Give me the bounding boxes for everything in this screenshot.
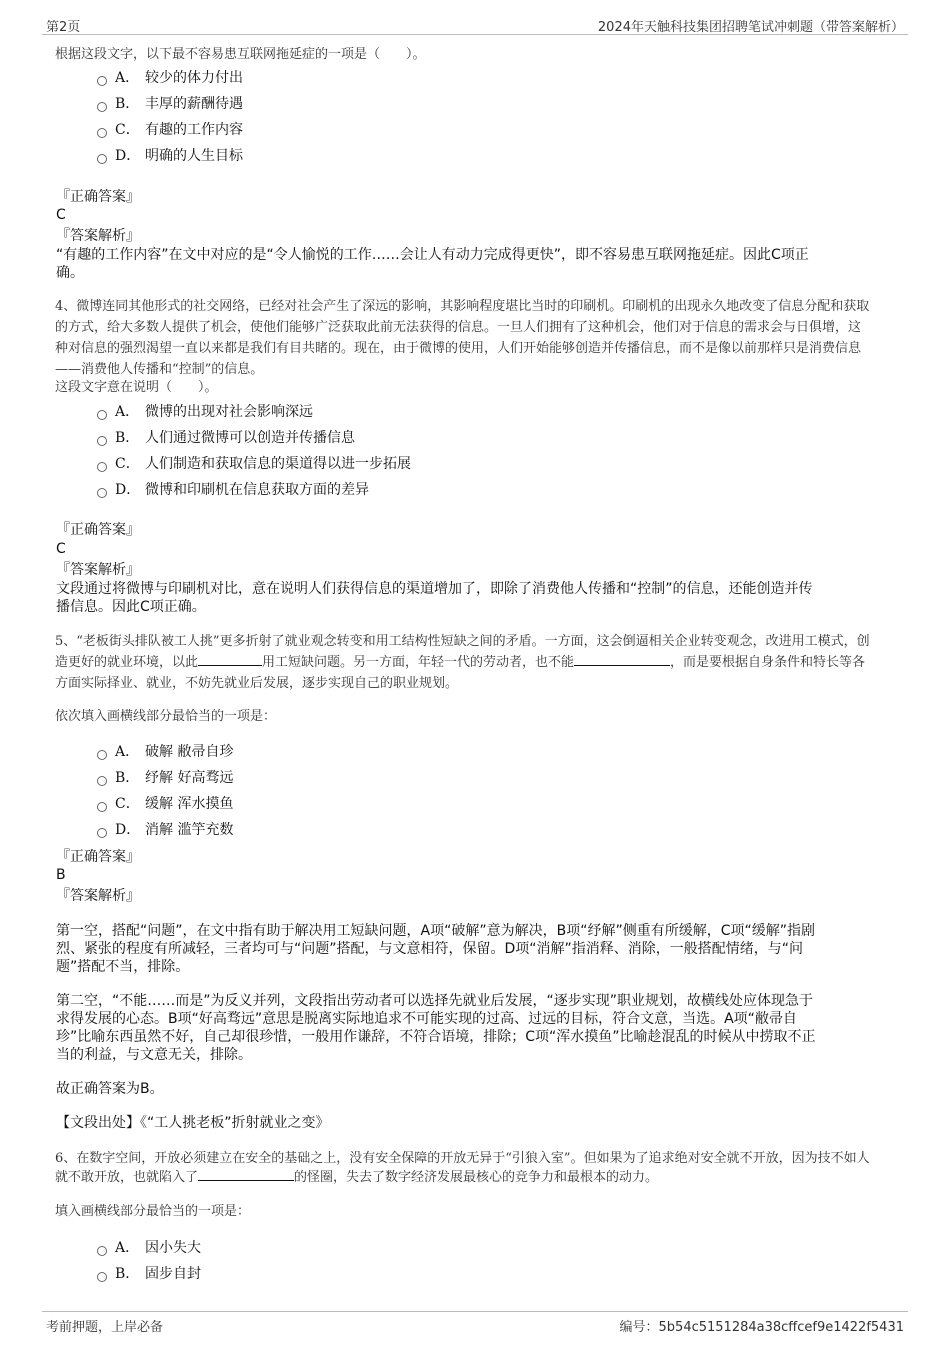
document-code: 编号：5b54c5151284a38cffcef9e1422f5431 xyxy=(619,1320,904,1335)
fill-blank xyxy=(198,1168,294,1181)
q5-option-b[interactable]: B． 纾解 好高骛远 xyxy=(97,767,233,787)
q4-stem-line: 4、微博连同其他形式的社交网络，已经对社会产生了深远的影响，其影响程度堪比当时的印刷机。印刷机的出现永久地改变了信息分配和获取 xyxy=(55,299,870,314)
q5-answer-label: 『正确答案』 xyxy=(56,849,140,865)
q5-option-a[interactable]: A． 破解 敝帚自珍 xyxy=(97,741,233,761)
footer-slogan: 考前押题，上岸必备 xyxy=(46,1320,164,1335)
q4-analysis-line: 播信息。因此C项正确。 xyxy=(56,599,206,615)
q5-analysis-line: 珍”比喻东西虽然不好，自己却很珍惜，一般用作谦辞，不符合语境，排除；C项“浑水摸鱼”比喻趁混乱的时候从中捞取不正 xyxy=(56,1029,816,1045)
radio-icon[interactable] xyxy=(97,462,107,472)
q6-option-b[interactable]: B． 固步自封 xyxy=(97,1263,201,1283)
q4-analysis-line: 文段通过将微博与印刷机对比，意在说明人们获得信息的渠道增加了，即除了消费他人传播和“控制”的信息，还能创造并传 xyxy=(56,581,813,597)
q5-analysis-line: 烈、紧张的程度有所减轻，三者均可与“问题”搭配，与文意相符，保留。D项“消解”指消释、消除，一般搭配情绪，与“问 xyxy=(56,941,804,957)
q5-stem-line: 方面实际择业、就业，不妨先就业后发展，逐步实现自己的职业规划。 xyxy=(55,676,459,691)
q4-option-b[interactable]: B． 人们通过微博可以创造并传播信息 xyxy=(97,427,355,447)
q5-option-c[interactable]: C． 缓解 浑水摸鱼 xyxy=(97,793,233,813)
q3-analysis-label: 『答案解析』 xyxy=(56,228,140,244)
q5-analysis-line: 第二空，“不能……而是”为反义并列，文段指出劳动者可以选择先就业后发展，“逐步实现”职业规划，故横线处应体现急于 xyxy=(56,993,814,1009)
q3-option-a[interactable]: A． 较少的体力付出 xyxy=(97,67,243,87)
page-header xyxy=(42,14,908,35)
q5-option-d[interactable]: D． 消解 滥竽充数 xyxy=(97,819,233,839)
q4-stem-line: 种对信息的强烈渴望一直以来都是我们有目共睹的。现在，由于微博的使用，人们开始能够创造并传播信息，而不是像以前那样只是消费信息 xyxy=(55,341,862,356)
q4-option-d[interactable]: D． 微博和印刷机在信息获取方面的差异 xyxy=(97,479,369,499)
q4-stem-line: 的方式，给大多数人提供了机会，使他们能够广泛获取此前无法获得的信息。一旦人们拥有了这种机会，他们对于信息的需求会与日俱增，这 xyxy=(55,320,862,335)
page-footer xyxy=(42,1311,908,1334)
q4-prompt: 这段文字意在说明（ ）。 xyxy=(55,380,218,395)
q5-prompt: 依次填入画横线部分最恰当的一项是： xyxy=(55,709,277,724)
radio-icon[interactable] xyxy=(97,776,107,786)
q5-analysis-line: 当的利益，与文意无关，排除。 xyxy=(56,1047,252,1063)
radio-icon[interactable] xyxy=(97,1272,107,1282)
fill-blank-2 xyxy=(574,653,670,666)
q6-stem-line-2: 就不敢开放，也就陷入了 的怪圈，失去了数字经济发展最核心的竞争力和最根本的动力。 xyxy=(55,1170,659,1185)
q5-analysis-line: 第一空，搭配“问题”，在文中指有助于解决用工短缺问题，A项“破解”意为解决，B项“纾解”侧重有所缓解，C项“缓解”指剧 xyxy=(56,923,815,939)
q4-answer: C xyxy=(56,541,66,557)
document-title: 2024年天触科技集团招聘笔试冲刺题（带答案解析） xyxy=(597,20,904,35)
q5-source: 【文段出处】《“工人挑老板”折射就业之变》 xyxy=(56,1115,330,1131)
q3-answer-label: 『正确答案』 xyxy=(56,189,140,205)
radio-icon[interactable] xyxy=(97,76,107,86)
q4-analysis-label: 『答案解析』 xyxy=(56,562,140,578)
q5-answer: B xyxy=(56,867,66,883)
radio-icon[interactable] xyxy=(97,488,107,498)
q5-analysis-label: 『答案解析』 xyxy=(56,888,140,904)
q3-option-b[interactable]: B． 丰厚的薪酬待遇 xyxy=(97,93,243,113)
q5-stem-line: 5、“老板街头排队被工人挑”更多折射了就业观念转变和用工结构性短缺之间的矛盾。一方面，这会倒逼相关企业转变观念，改进用工模式，创 xyxy=(55,634,870,649)
q3-answer: C xyxy=(56,207,66,223)
radio-icon[interactable] xyxy=(97,128,107,138)
q5-analysis-line: 求得发展的心态。B项“好高骛远”意思是脱离实际地追求不可能实现的过高、过远的目标，符合文意，当选。A项“敝帚自 xyxy=(56,1011,797,1027)
q6-option-a[interactable]: A． 因小失大 xyxy=(97,1237,201,1257)
radio-icon[interactable] xyxy=(97,410,107,420)
q5-conclusion: 故正确答案为B。 xyxy=(56,1081,164,1097)
q4-stem-line: ——消费他人传播和“控制”的信息。 xyxy=(55,362,264,377)
q3-option-c[interactable]: C． 有趣的工作内容 xyxy=(97,119,243,139)
q3-analysis-line: “有趣的工作内容”在文中对应的是“令人愉悦的工作……会让人有动力完成得更快”，即不容易患互联网拖延症。因此C项正 xyxy=(56,247,809,263)
radio-icon[interactable] xyxy=(97,802,107,812)
q4-answer-label: 『正确答案』 xyxy=(56,522,140,538)
q6-prompt: 填入画横线部分最恰当的一项是： xyxy=(55,1204,251,1219)
q4-option-c[interactable]: C． 人们制造和获取信息的渠道得以进一步拓展 xyxy=(97,453,411,473)
radio-icon[interactable] xyxy=(97,436,107,446)
q3-analysis-line: 确。 xyxy=(56,265,84,281)
radio-icon[interactable] xyxy=(97,154,107,164)
question-3-stem: 根据这段文字，以下最不容易患互联网拖延症的一项是（ ）。 xyxy=(55,47,426,62)
page-number: 第2页 xyxy=(46,20,81,35)
q4-option-a[interactable]: A． 微博的出现对社会影响深远 xyxy=(97,401,313,421)
q5-stem-line-2: 造更好的就业环境，以此 用工短缺问题。另一方面，年轻一代的劳动者，也不能 ，而是要根据自身条件和特长等各 xyxy=(55,655,866,670)
radio-icon[interactable] xyxy=(97,828,107,838)
q3-option-d[interactable]: D． 明确的人生目标 xyxy=(97,145,243,165)
radio-icon[interactable] xyxy=(97,750,107,760)
fill-blank-1 xyxy=(198,653,262,666)
radio-icon[interactable] xyxy=(97,1246,107,1256)
q6-stem-line: 6、在数字空间，开放必须建立在安全的基础之上，没有安全保障的开放无异于“引狼入室”。但如果为了追求绝对安全就不开放，因为技不如人 xyxy=(55,1151,870,1166)
q5-analysis-line: 题”搭配不当，排除。 xyxy=(56,959,190,975)
radio-icon[interactable] xyxy=(97,102,107,112)
